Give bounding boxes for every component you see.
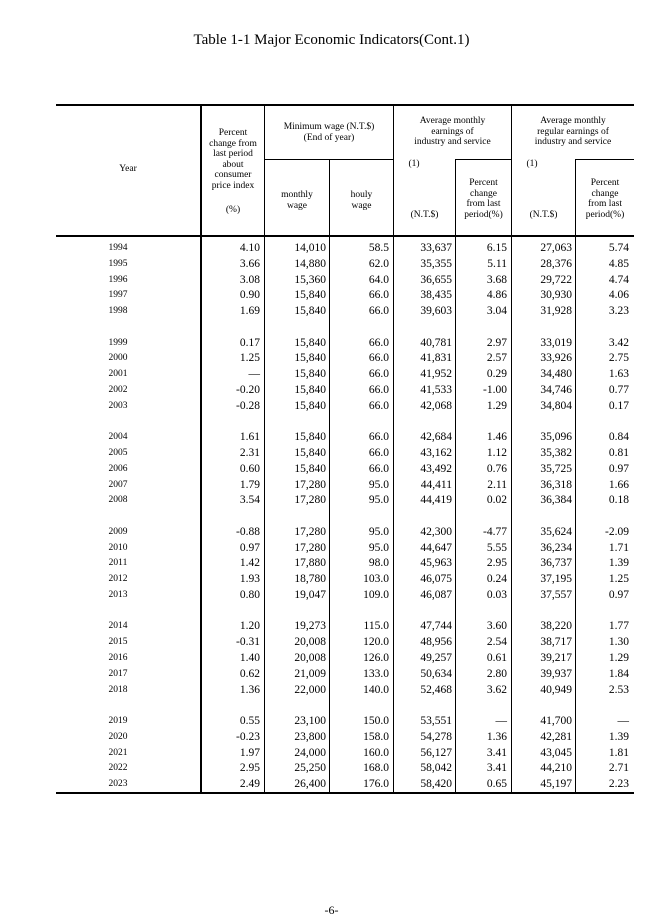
cell-reg: 34,480 bbox=[540, 368, 572, 381]
cell-hw: 95.0 bbox=[368, 541, 389, 554]
cell-hw: 98.0 bbox=[368, 557, 389, 570]
row-year: 2021 bbox=[108, 747, 128, 758]
cell-reg: 41,700 bbox=[540, 715, 572, 727]
cell-reg: 30,930 bbox=[540, 289, 572, 302]
cell-mw: 14,010 bbox=[294, 242, 326, 254]
cell-reg: 35,624 bbox=[540, 525, 572, 538]
cell-earn: 36,655 bbox=[420, 273, 452, 286]
cell-mw: 15,840 bbox=[294, 305, 326, 318]
cell-earn: 53,551 bbox=[420, 715, 452, 727]
cell-earn: 41,533 bbox=[420, 384, 452, 396]
cell-cpi: -0.31 bbox=[236, 636, 260, 649]
cell-reg: 36,384 bbox=[540, 494, 572, 507]
cell-reg-pct: 1.71 bbox=[608, 541, 629, 554]
cell-earn: 52,468 bbox=[420, 683, 452, 696]
cell-earn-pct: 2.95 bbox=[486, 557, 507, 570]
cell-reg: 39,937 bbox=[540, 667, 572, 680]
cell-reg-pct: 5.74 bbox=[608, 242, 629, 254]
header-bottom-rule bbox=[56, 235, 634, 237]
cell-reg: 43,045 bbox=[540, 746, 572, 759]
cell-reg: 35,382 bbox=[540, 447, 572, 459]
cell-earn-pct: 0.76 bbox=[486, 462, 507, 475]
row-year: 2008 bbox=[108, 495, 128, 506]
cell-reg: 31,928 bbox=[540, 305, 572, 318]
cell-earn: 47,744 bbox=[420, 620, 452, 633]
cell-mw: 15,840 bbox=[294, 289, 326, 302]
cell-reg-pct: 1.66 bbox=[608, 478, 629, 491]
cell-earn-pct: 2.11 bbox=[487, 478, 507, 491]
cell-reg-pct: -2.09 bbox=[605, 525, 629, 538]
row-year: 2015 bbox=[108, 637, 128, 648]
cell-cpi: 1.25 bbox=[239, 352, 260, 365]
cell-reg-pct: 3.23 bbox=[608, 305, 629, 318]
row-year: 1999 bbox=[108, 337, 128, 348]
cell-hw: 140.0 bbox=[363, 683, 389, 696]
cell-earn: 40,781 bbox=[420, 336, 452, 349]
cell-reg: 36,737 bbox=[540, 557, 572, 570]
cell-hw: 66.0 bbox=[368, 384, 389, 396]
cell-cpi: 1.97 bbox=[239, 746, 260, 759]
cell-hw: 109.0 bbox=[363, 589, 389, 601]
cell-reg: 34,804 bbox=[540, 399, 572, 412]
cell-mw: 15,840 bbox=[294, 368, 326, 381]
cell-earn-pct: 3.62 bbox=[486, 683, 507, 696]
cell-reg-pct: 2.75 bbox=[608, 352, 629, 365]
row-year: 2013 bbox=[108, 590, 128, 600]
cell-earn-pct: 2.57 bbox=[486, 352, 507, 365]
cell-cpi: -0.20 bbox=[236, 384, 260, 396]
table-top-rule bbox=[56, 104, 634, 106]
cell-mw: 19,047 bbox=[294, 589, 326, 601]
row-year: 2022 bbox=[108, 763, 128, 774]
cell-mw: 17,280 bbox=[294, 494, 326, 507]
cell-earn: 56,127 bbox=[420, 746, 452, 759]
cell-earn-pct: 0.61 bbox=[486, 652, 507, 664]
cell-earn: 49,257 bbox=[420, 652, 452, 664]
cell-earn: 42,300 bbox=[420, 525, 452, 538]
row-year: 2014 bbox=[108, 621, 128, 632]
header-hourly-wage: houly wage bbox=[350, 190, 373, 211]
cell-hw: 66.0 bbox=[368, 305, 389, 318]
cell-earn: 35,355 bbox=[420, 257, 452, 270]
cell-mw: 15,840 bbox=[294, 447, 326, 459]
cell-earn-pct: 0.29 bbox=[486, 368, 507, 381]
header-min-wage: Minimum wage (N.T.$) (End of year) bbox=[283, 122, 375, 143]
row-year: 2006 bbox=[108, 463, 128, 474]
cell-earn-pct: 2.54 bbox=[486, 636, 507, 649]
cell-hw: 115.0 bbox=[363, 620, 389, 633]
cell-mw: 15,840 bbox=[294, 384, 326, 396]
cell-earn-pct: 1.36 bbox=[486, 730, 507, 743]
header-earn-pct: Percent change from last period(%) bbox=[464, 178, 503, 220]
row-year: 2010 bbox=[108, 542, 128, 553]
cell-mw: 17,280 bbox=[294, 478, 326, 491]
cell-cpi: -0.88 bbox=[236, 525, 260, 538]
cell-mw: 17,880 bbox=[294, 557, 326, 570]
cell-mw: 18,780 bbox=[294, 573, 326, 586]
cell-mw: 20,008 bbox=[294, 636, 326, 649]
cell-mw: 26,400 bbox=[294, 778, 326, 791]
cell-reg: 33,019 bbox=[540, 336, 572, 349]
cell-hw: 120.0 bbox=[363, 636, 389, 649]
cell-reg-pct: 0.84 bbox=[608, 431, 629, 444]
table-bottom-rule bbox=[56, 792, 634, 794]
cell-hw: 126.0 bbox=[363, 652, 389, 664]
cell-hw: 58.5 bbox=[368, 242, 389, 254]
cell-reg: 38,717 bbox=[540, 636, 572, 649]
cell-cpi: 0.97 bbox=[239, 541, 260, 554]
cell-reg-pct: 2.71 bbox=[608, 762, 629, 775]
cell-hw: 168.0 bbox=[363, 762, 389, 775]
cell-hw: 64.0 bbox=[368, 273, 389, 286]
cell-earn-pct: 3.41 bbox=[486, 762, 507, 775]
cell-cpi: 0.55 bbox=[239, 715, 260, 727]
cell-cpi: 4.10 bbox=[239, 242, 260, 254]
cell-hw: 95.0 bbox=[368, 525, 389, 538]
cell-earn: 42,068 bbox=[420, 399, 452, 412]
cell-earn-pct: 5.55 bbox=[486, 541, 507, 554]
cell-earn: 54,278 bbox=[420, 730, 452, 743]
cell-earn-pct: 2.97 bbox=[486, 336, 507, 349]
row-year: 1998 bbox=[108, 306, 128, 317]
cell-hw: 103.0 bbox=[363, 573, 389, 586]
row-year: 2017 bbox=[108, 668, 128, 679]
cell-cpi: 1.40 bbox=[239, 652, 260, 664]
cell-earn: 48,956 bbox=[420, 636, 452, 649]
row-year: 2023 bbox=[108, 779, 128, 790]
cell-earn: 44,411 bbox=[420, 478, 452, 491]
cell-earn-pct: 1.46 bbox=[486, 431, 507, 444]
cell-reg: 28,376 bbox=[540, 257, 572, 270]
cell-hw: 62.0 bbox=[368, 257, 389, 270]
row-year: 2016 bbox=[108, 653, 128, 663]
row-year: 2005 bbox=[108, 448, 128, 458]
cell-reg-pct: 0.97 bbox=[608, 462, 629, 475]
cell-cpi: 1.61 bbox=[239, 431, 260, 444]
cell-reg: 42,281 bbox=[540, 730, 572, 743]
cell-cpi: -0.23 bbox=[236, 730, 260, 743]
cell-reg-pct: 0.97 bbox=[608, 589, 629, 601]
row-year: 2003 bbox=[108, 400, 128, 411]
cell-mw: 15,840 bbox=[294, 352, 326, 365]
header-reg-note: (1) bbox=[526, 159, 538, 169]
cell-mw: 25,250 bbox=[294, 762, 326, 775]
cell-cpi: 2.49 bbox=[239, 778, 260, 791]
cell-earn-pct: 3.60 bbox=[486, 620, 507, 633]
cell-reg-pct: 1.30 bbox=[608, 636, 629, 649]
cell-earn: 50,634 bbox=[420, 667, 452, 680]
cell-cpi: 1.93 bbox=[239, 573, 260, 586]
cell-reg: 35,725 bbox=[540, 462, 572, 475]
cell-reg-pct: 0.81 bbox=[608, 447, 629, 459]
cell-reg-pct: 2.23 bbox=[608, 778, 629, 791]
header-cpi: Percent change from last period about consumer price index bbox=[209, 128, 257, 191]
cell-earn: 58,420 bbox=[420, 778, 452, 791]
header-reg-ntd: (N.T.$) bbox=[529, 210, 558, 220]
row-year: 2020 bbox=[108, 731, 128, 742]
cell-earn-pct: 4.86 bbox=[486, 289, 507, 302]
header-cpi-unit: (%) bbox=[225, 205, 241, 215]
cell-mw: 22,000 bbox=[294, 683, 326, 696]
cell-reg: 34,746 bbox=[540, 384, 572, 396]
cell-reg-pct: 4.74 bbox=[608, 273, 629, 286]
row-year: 2002 bbox=[108, 385, 128, 395]
cell-reg-pct: 1.81 bbox=[608, 746, 629, 759]
cell-cpi: 1.20 bbox=[239, 620, 260, 633]
cell-earn-pct: 0.03 bbox=[486, 589, 507, 601]
cell-reg: 45,197 bbox=[540, 778, 572, 791]
header-earn-ntd: (N.T.$) bbox=[410, 210, 439, 220]
cell-earn-pct: -4.77 bbox=[483, 525, 507, 538]
cell-reg-pct: 1.25 bbox=[608, 573, 629, 586]
cell-earn-pct: 1.12 bbox=[486, 447, 507, 459]
cell-earn-pct: 3.41 bbox=[486, 746, 507, 759]
cell-reg-pct: 0.18 bbox=[608, 494, 629, 507]
row-year: 2000 bbox=[108, 353, 128, 364]
cell-earn: 46,075 bbox=[420, 573, 452, 586]
cell-earn: 43,492 bbox=[420, 462, 452, 475]
cell-cpi: 0.17 bbox=[239, 336, 260, 349]
cell-reg-pct: 1.77 bbox=[608, 620, 629, 633]
header-avg-regular: Average monthly regular earnings of industry and service bbox=[534, 116, 612, 147]
cell-reg-pct: 1.29 bbox=[608, 652, 629, 664]
cell-cpi: -0.28 bbox=[236, 399, 260, 412]
cell-cpi: — bbox=[248, 368, 260, 381]
cell-earn: 41,831 bbox=[420, 352, 452, 365]
cell-earn: 45,963 bbox=[420, 557, 452, 570]
row-year: 1994 bbox=[108, 243, 128, 253]
cell-reg-pct: 1.84 bbox=[608, 667, 629, 680]
cell-earn-pct: 2.80 bbox=[486, 667, 507, 680]
cell-reg-pct: 1.39 bbox=[608, 730, 629, 743]
cell-reg-pct: 0.77 bbox=[608, 384, 629, 396]
cell-earn-pct: 3.04 bbox=[486, 305, 507, 318]
cell-mw: 23,100 bbox=[294, 715, 326, 727]
row-year: 1996 bbox=[108, 274, 128, 285]
header-year: Year bbox=[119, 164, 137, 174]
cell-reg: 35,096 bbox=[540, 431, 572, 444]
cell-reg: 38,220 bbox=[540, 620, 572, 633]
cell-hw: 95.0 bbox=[368, 478, 389, 491]
cell-reg: 36,318 bbox=[540, 478, 572, 491]
cell-hw: 150.0 bbox=[363, 715, 389, 727]
cell-hw: 133.0 bbox=[363, 667, 389, 680]
cell-cpi: 0.80 bbox=[239, 589, 260, 601]
cell-earn-pct: 6.15 bbox=[486, 242, 507, 254]
cell-hw: 158.0 bbox=[363, 730, 389, 743]
cell-reg-pct: 3.42 bbox=[608, 336, 629, 349]
cell-earn-pct: 5.11 bbox=[487, 257, 507, 270]
cell-reg-pct: 1.63 bbox=[608, 368, 629, 381]
cell-mw: 15,840 bbox=[294, 431, 326, 444]
cell-reg: 40,949 bbox=[540, 683, 572, 696]
cell-hw: 66.0 bbox=[368, 352, 389, 365]
row-year: 2012 bbox=[108, 574, 128, 585]
header-monthly-wage: monthly wage bbox=[281, 190, 313, 211]
cell-earn: 39,603 bbox=[420, 305, 452, 318]
cell-mw: 15,840 bbox=[294, 336, 326, 349]
cell-reg-pct: — bbox=[617, 715, 629, 727]
cell-hw: 66.0 bbox=[368, 399, 389, 412]
cell-mw: 14,880 bbox=[294, 257, 326, 270]
cell-earn-pct: 0.02 bbox=[486, 494, 507, 507]
row-year: 2009 bbox=[108, 526, 128, 537]
cell-reg: 44,210 bbox=[540, 762, 572, 775]
cell-mw: 21,009 bbox=[294, 667, 326, 680]
cell-reg: 37,557 bbox=[540, 589, 572, 601]
cell-mw: 23,800 bbox=[294, 730, 326, 743]
cell-hw: 66.0 bbox=[368, 462, 389, 475]
row-year: 2007 bbox=[108, 479, 128, 490]
row-year: 1997 bbox=[108, 290, 128, 301]
cell-mw: 15,840 bbox=[294, 462, 326, 475]
cell-cpi: 0.60 bbox=[239, 462, 260, 475]
cell-earn: 44,647 bbox=[420, 541, 452, 554]
cell-earn: 44,419 bbox=[420, 494, 452, 507]
economic-indicators-table bbox=[56, 104, 634, 794]
cell-mw: 20,008 bbox=[294, 652, 326, 664]
cell-reg-pct: 0.17 bbox=[608, 399, 629, 412]
regular-subheader-rule bbox=[575, 159, 634, 160]
cell-cpi: 0.90 bbox=[239, 289, 260, 302]
cell-cpi: 3.66 bbox=[239, 257, 260, 270]
cell-reg: 29,722 bbox=[540, 273, 572, 286]
cell-earn: 46,087 bbox=[420, 589, 452, 601]
cell-reg-pct: 4.06 bbox=[608, 289, 629, 302]
cell-mw: 15,360 bbox=[294, 273, 326, 286]
cell-cpi: 1.79 bbox=[239, 478, 260, 491]
cell-cpi: 1.69 bbox=[239, 305, 260, 318]
cell-earn-pct: 3.68 bbox=[486, 273, 507, 286]
cell-reg: 33,926 bbox=[540, 352, 572, 365]
cell-mw: 19,273 bbox=[294, 620, 326, 633]
cell-reg: 36,234 bbox=[540, 541, 572, 554]
row-year: 2001 bbox=[108, 369, 128, 380]
row-year: 2011 bbox=[108, 558, 128, 569]
cell-earn: 43,162 bbox=[420, 447, 452, 459]
cell-hw: 66.0 bbox=[368, 368, 389, 381]
cell-mw: 24,000 bbox=[294, 746, 326, 759]
cell-earn: 38,435 bbox=[420, 289, 452, 302]
cell-hw: 160.0 bbox=[363, 746, 389, 759]
cell-hw: 66.0 bbox=[368, 447, 389, 459]
cell-cpi: 0.62 bbox=[239, 667, 260, 680]
cell-cpi: 3.08 bbox=[239, 273, 260, 286]
cell-earn-pct: 0.24 bbox=[486, 573, 507, 586]
row-year: 1995 bbox=[108, 258, 128, 269]
cell-reg: 37,195 bbox=[540, 573, 572, 586]
cell-cpi: 1.36 bbox=[239, 683, 260, 696]
cell-hw: 66.0 bbox=[368, 431, 389, 444]
cell-hw: 66.0 bbox=[368, 336, 389, 349]
header-earn-note: (1) bbox=[408, 159, 420, 169]
row-year: 2019 bbox=[108, 716, 128, 726]
cell-mw: 17,280 bbox=[294, 541, 326, 554]
cell-reg-pct: 4.85 bbox=[608, 257, 629, 270]
cell-earn: 42,684 bbox=[420, 431, 452, 444]
cell-hw: 95.0 bbox=[368, 494, 389, 507]
cell-earn: 33,637 bbox=[420, 242, 452, 254]
cell-earn-pct: 0.65 bbox=[486, 778, 507, 791]
cell-cpi: 3.54 bbox=[239, 494, 260, 507]
header-avg-earnings: Average monthly earnings of industry and service bbox=[414, 116, 491, 147]
earnings-subheader-rule bbox=[455, 159, 511, 160]
cell-reg: 39,217 bbox=[540, 652, 572, 664]
cell-reg-pct: 1.39 bbox=[608, 557, 629, 570]
cell-earn: 58,042 bbox=[420, 762, 452, 775]
cell-cpi: 2.95 bbox=[239, 762, 260, 775]
cell-earn-pct: — bbox=[495, 715, 507, 727]
header-reg-pct: Percent change from last period(%) bbox=[585, 178, 625, 220]
cell-cpi: 2.31 bbox=[239, 447, 260, 459]
page-number: -6- bbox=[324, 903, 339, 917]
cell-mw: 17,280 bbox=[294, 525, 326, 538]
page-title: Table 1-1 Major Economic Indicators(Cont.1) bbox=[193, 32, 470, 48]
row-year: 2004 bbox=[108, 432, 128, 443]
cell-reg: 27,063 bbox=[540, 242, 572, 254]
cell-cpi: 1.42 bbox=[239, 557, 260, 570]
cell-reg-pct: 2.53 bbox=[608, 683, 629, 696]
cell-hw: 176.0 bbox=[363, 778, 389, 791]
cell-earn: 41,952 bbox=[420, 368, 452, 381]
cell-earn-pct: 1.29 bbox=[486, 399, 507, 412]
cell-mw: 15,840 bbox=[294, 399, 326, 412]
cell-hw: 66.0 bbox=[368, 289, 389, 302]
cell-earn-pct: -1.00 bbox=[483, 384, 507, 396]
row-year: 2018 bbox=[108, 684, 128, 695]
